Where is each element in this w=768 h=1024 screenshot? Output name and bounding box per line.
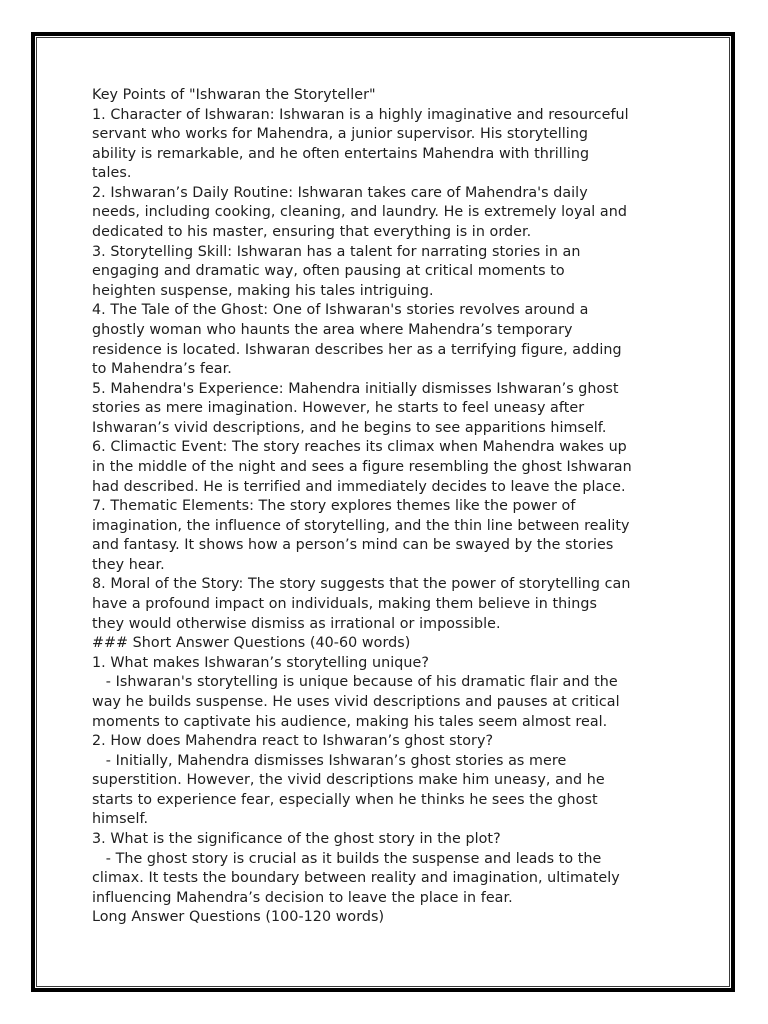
text-line: 3. Storytelling Skill: Ishwaran has a talent for narrating stories in an: [92, 243, 581, 260]
text-line: Key Points of "Ishwaran the Storyteller": [92, 87, 376, 103]
text-line: ghostly woman who haunts the area where Mahendra’s temporary: [92, 321, 573, 338]
text-line: residence is located. Ishwaran describes her as a terrifying figure, adding: [92, 341, 622, 358]
text-line: ### Short Answer Questions (40-60 words): [92, 635, 411, 652]
text-line: 1. Character of Ishwaran: Ishwaran is a highly imaginative and resourceful: [92, 106, 629, 123]
text-line: needs, including cooking, cleaning, and laundry. He is extremely loyal and: [92, 204, 627, 221]
document-text-block: [92, 86, 692, 928]
document-page: [31, 32, 735, 992]
text-line: servant who works for Mahendra, a junior supervisor. His storytelling: [92, 126, 589, 143]
text-line: himself.: [92, 811, 149, 828]
text-line: had described. He is terrified and immediately decides to leave the place.: [92, 478, 626, 495]
text-line: heighten suspense, making his tales intriguing.: [92, 282, 434, 299]
text-line: they would otherwise dismiss as irrational or impossible.: [92, 615, 501, 632]
text-line: 2. Ishwaran’s Daily Routine: Ishwaran takes care of Mahendra's daily: [92, 184, 588, 201]
text-line: climax. It tests the boundary between reality and imagination, ultimately: [92, 870, 620, 887]
text-line: 6. Climactic Event: The story reaches its climax when Mahendra wakes up: [92, 439, 627, 456]
text-line: imagination, the influence of storytelling, and the thin line between reality: [92, 517, 630, 534]
text-line: influencing Mahendra’s decision to leave the place in fear.: [92, 889, 513, 906]
text-line: stories as mere imagination. However, he starts to feel uneasy after: [92, 400, 585, 417]
text-line: - Initially, Mahendra dismisses Ishwaran’s ghost stories as mere: [92, 752, 567, 769]
text-line: 2. How does Mahendra react to Ishwaran’s ghost story?: [92, 733, 494, 750]
text-line: - Ishwaran's storytelling is unique because of his dramatic flair and the: [92, 674, 618, 691]
text-line: way he builds suspense. He uses vivid descriptions and pauses at critical: [92, 693, 620, 710]
text-line: ability is remarkable, and he often entertains Mahendra with thrilling: [92, 145, 590, 162]
text-line: - The ghost story is crucial as it builds the suspense and leads to the: [92, 850, 602, 867]
text-line: and fantasy. It shows how a person’s mind can be swayed by the stories: [92, 537, 614, 554]
text-line: 3. What is the significance of the ghost story in the plot?: [92, 830, 501, 847]
text-line: have a profound impact on individuals, making them believe in things: [92, 596, 598, 613]
text-line: moments to captivate his audience, making his tales seem almost real.: [92, 713, 608, 730]
text-line: Ishwaran’s vivid descriptions, and he begins to see apparitions himself.: [92, 419, 607, 436]
text-line: engaging and dramatic way, often pausing at critical moments to: [92, 263, 565, 280]
text-line: 7. Thematic Elements: The story explores themes like the power of: [92, 498, 576, 515]
text-line: dedicated to his master, ensuring that everything is in order.: [92, 224, 532, 241]
text-line: 5. Mahendra's Experience: Mahendra initially dismisses Ishwaran’s ghost: [92, 380, 619, 397]
text-line: they hear.: [92, 556, 165, 573]
text-line: tales.: [92, 165, 132, 182]
text-line: in the middle of the night and sees a figure resembling the ghost Ishwaran: [92, 458, 632, 475]
text-line: starts to experience fear, especially when he thinks he sees the ghost: [92, 791, 598, 808]
text-line: 8. Moral of the Story: The story suggests that the power of storytelling can: [92, 576, 631, 593]
text-line: 4. The Tale of the Ghost: One of Ishwaran's stories revolves around a: [92, 302, 589, 319]
text-line: superstition. However, the vivid descriptions make him uneasy, and he: [92, 772, 605, 789]
text-line: Long Answer Questions (100-120 words): [92, 909, 385, 926]
text-line: to Mahendra’s fear.: [92, 361, 232, 378]
text-line: 1. What makes Ishwaran’s storytelling unique?: [92, 654, 429, 671]
